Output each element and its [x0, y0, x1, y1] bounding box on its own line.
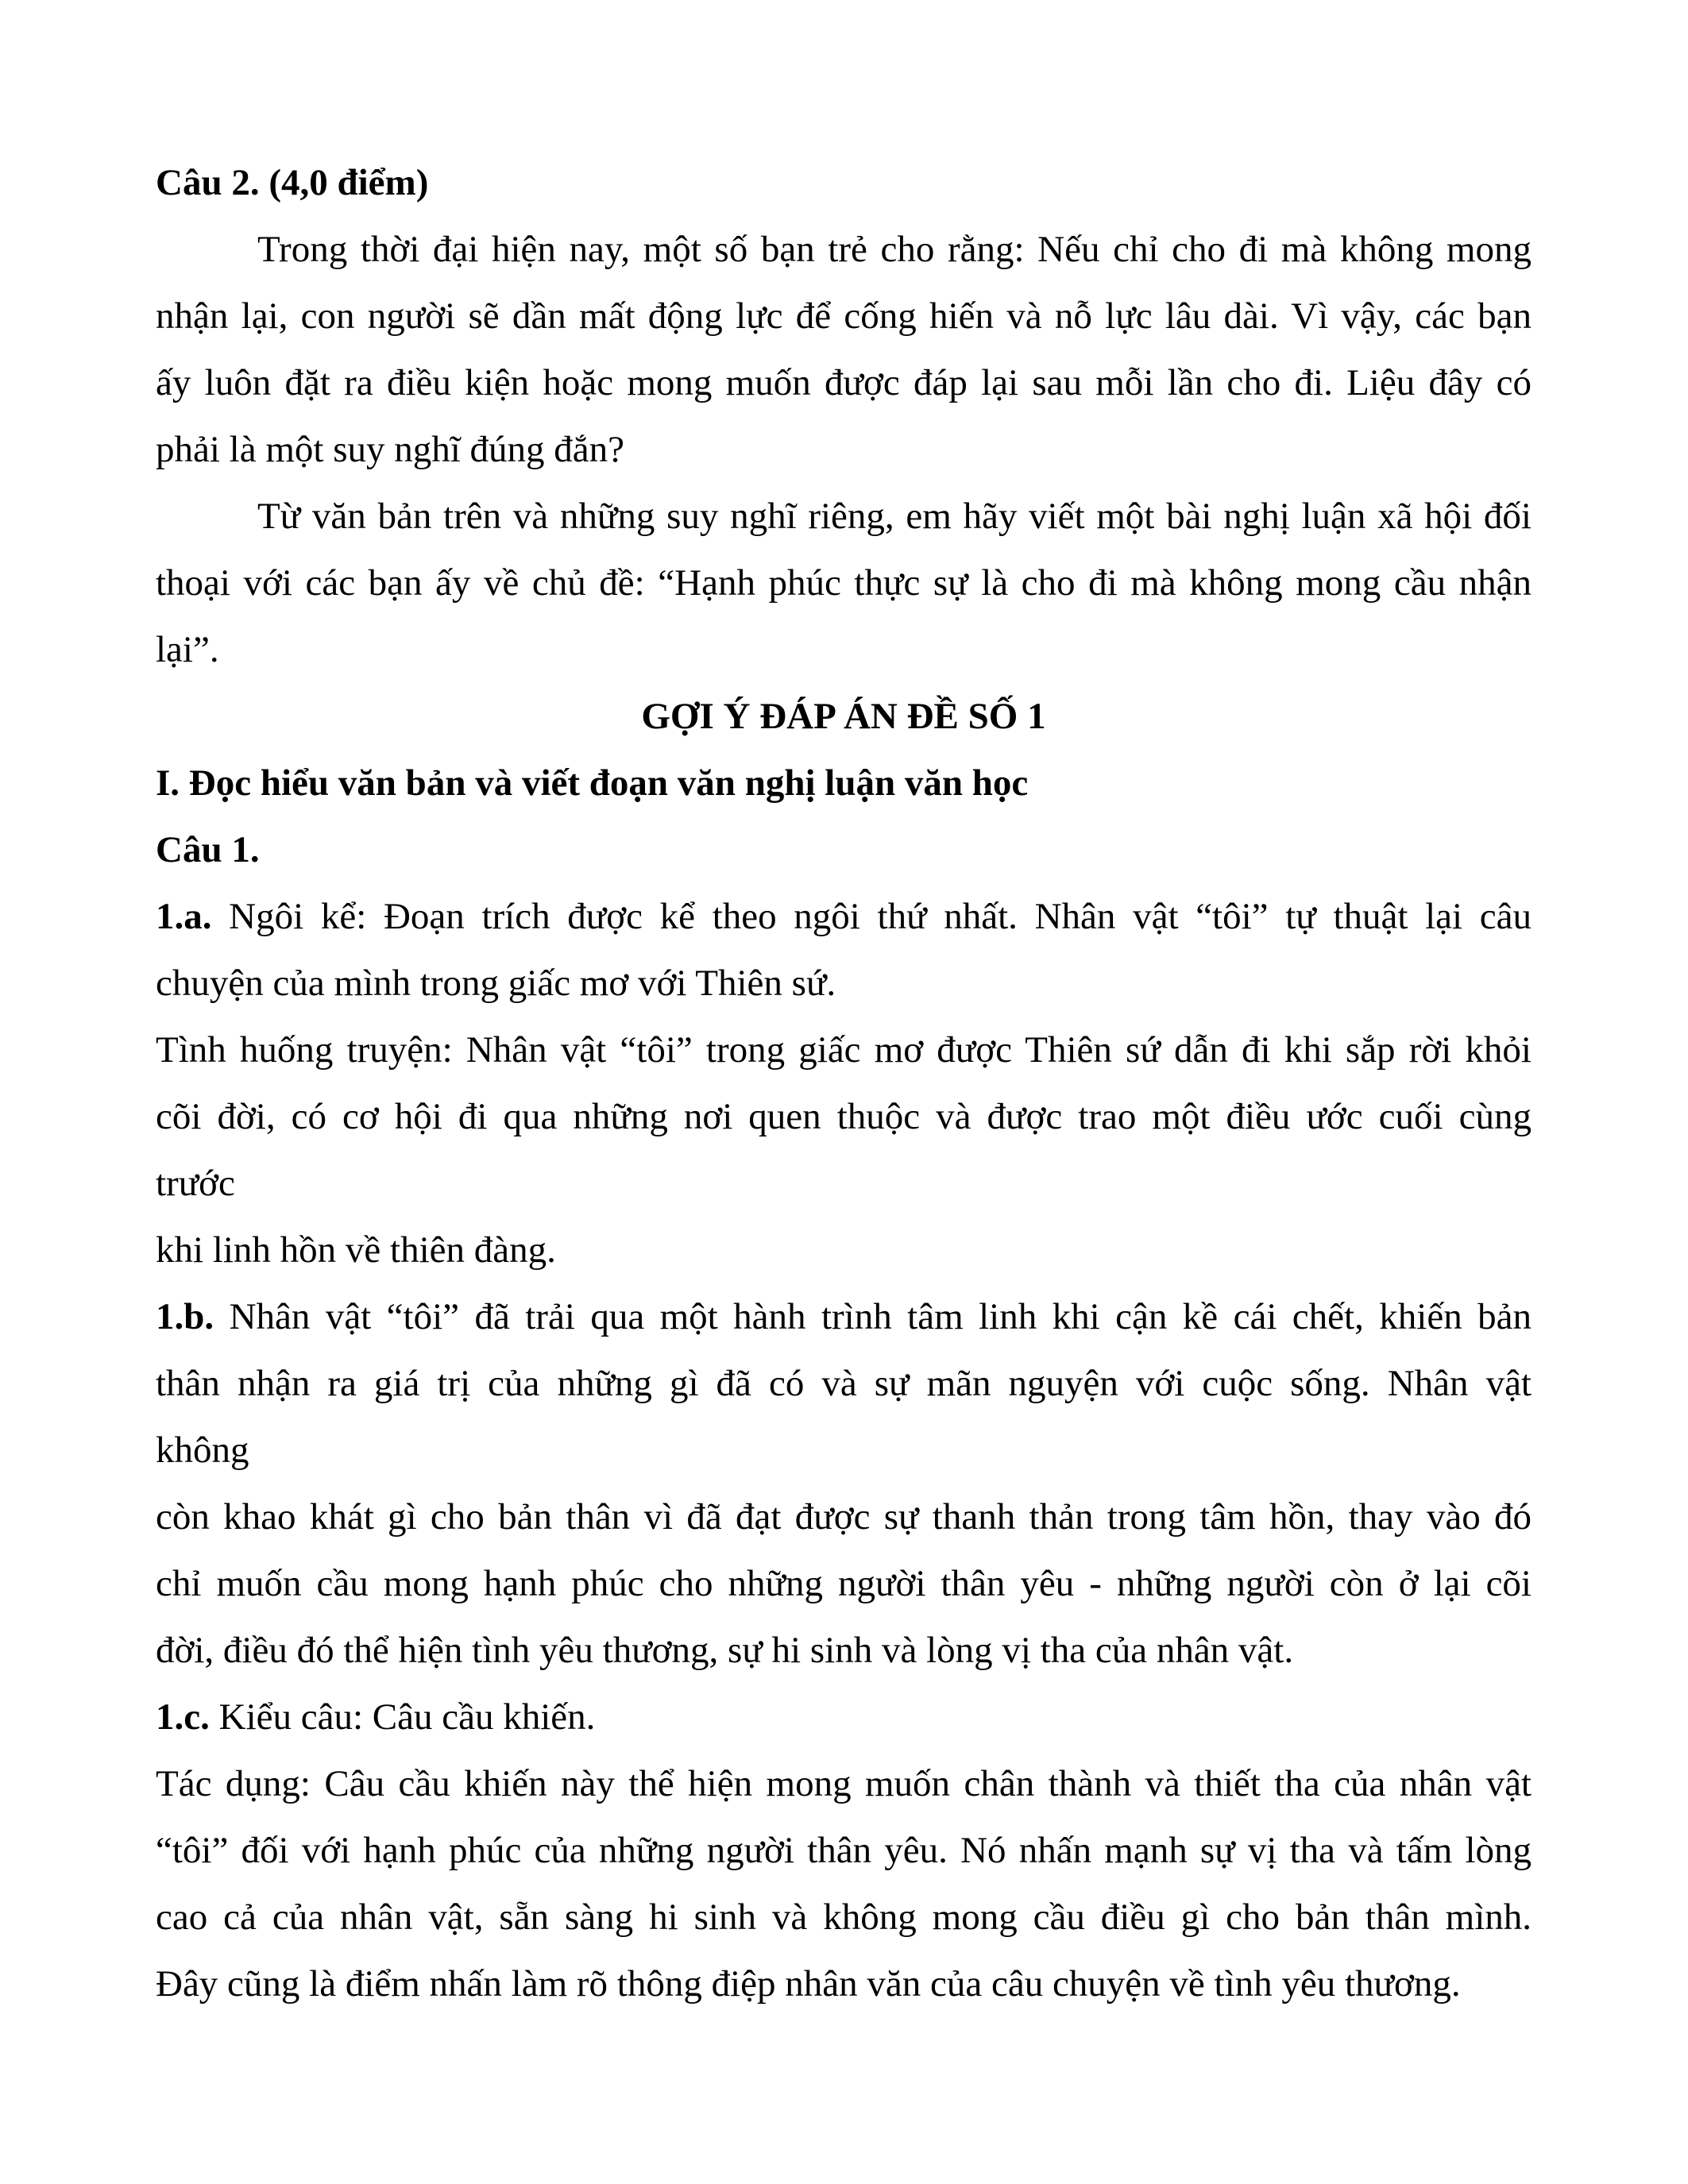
- tinh-huong-line: cõi đời, có cơ hội đi qua những nơi quen thuộc và được trao một điều ước cuối cùng: [156, 1096, 1532, 1137]
- tac-dung-line: Tác dụng: Câu cầu khiến này thể hiện mong muốn chân thành và thiết tha của nhân vật: [156, 1763, 1532, 1804]
- answer-1b-line: còn khao khát gì cho bản thân vì đã đạt được sự thanh thản trong tâm hồn, thay vào đó: [156, 1496, 1532, 1538]
- answer-1b-line: không: [156, 1430, 249, 1471]
- tinh-huong-line: khi linh hồn về thiên đàng.: [156, 1229, 556, 1271]
- question-2-paragraph-2-line: thoại với các bạn ấy về chủ đề: “Hạnh phúc thực sự là cho đi mà không mong cầu nhận: [156, 562, 1532, 604]
- tac-dung-line: Đây cũng là điểm nhấn làm rõ thông điệp nhân văn của câu chuyện về tình yêu thương.: [156, 1963, 1461, 2005]
- answer-1b-label: 1.b.: [156, 1296, 214, 1337]
- cau-1-heading: Câu 1.: [156, 829, 260, 870]
- question-2-paragraph-2-line: Từ văn bản trên và những suy nghĩ riêng, em hãy viết một bài nghị luận xã hội đối: [257, 496, 1532, 537]
- question-2-heading: Câu 2. (4,0 điểm): [156, 162, 429, 203]
- answer-1a-label: 1.a.: [156, 896, 212, 937]
- tac-dung-line: cao cả của nhân vật, sẵn sàng hi sinh và không mong cầu điều gì cho bản thân mình.: [156, 1897, 1532, 1938]
- answer-1c-text: Kiểu câu: Câu cầu khiến.: [209, 1696, 596, 1738]
- question-2-paragraph-1-line: nhận lại, con người sẽ dần mất động lực để cống hiến và nỗ lực lâu dài. Vì vậy, các bạn: [156, 295, 1532, 337]
- answer-1c-line: [156, 1684, 1532, 1750]
- answer-1b-text: Nhân vật “tôi” đã trải qua một hành trình tâm linh khi cận kề cái chết, khiến bản: [214, 1296, 1532, 1337]
- answer-1b-line: thân nhận ra giá trị của những gì đã có và sự mãn nguyện với cuộc sống. Nhân vật: [156, 1363, 1532, 1404]
- answer-1b-line: chỉ muốn cầu mong hạnh phúc cho những người thân yêu - những người còn ở lại cõi: [156, 1563, 1532, 1604]
- tac-dung-line: “tôi” đối với hạnh phúc của những người thân yêu. Nó nhấn mạnh sự vị tha và tấm lòng: [156, 1830, 1532, 1871]
- section-1-heading: I. Đọc hiểu văn bản và viết đoạn văn nghị luận văn học: [156, 762, 1029, 804]
- answer-1b-line: [156, 1283, 1532, 1350]
- document-page: [156, 149, 1532, 2017]
- question-2-paragraph-1-line: ấy luôn đặt ra điều kiện hoặc mong muốn được đáp lại sau mỗi lần cho đi. Liệu đây có: [156, 362, 1532, 403]
- answer-1a-text: Ngôi kể: Đoạn trích được kể theo ngôi thứ nhất. Nhân vật “tôi” tự thuật lại câu: [211, 896, 1532, 937]
- question-2-paragraph-1-line: phải là một suy nghĩ đúng đắn?: [156, 429, 625, 470]
- answer-1c-label: 1.c.: [156, 1696, 210, 1738]
- question-2-paragraph-2-line: lại”.: [156, 629, 219, 670]
- tinh-huong-line: trước: [156, 1163, 235, 1204]
- answer-1a-line: chuyện của mình trong giấc mơ với Thiên sứ.: [156, 963, 836, 1004]
- tinh-huong-line: Tình huống truyện: Nhân vật “tôi” trong giấc mơ được Thiên sứ dẫn đi khi sắp rời khỏi: [156, 1029, 1532, 1071]
- question-2-paragraph-1-line: Trong thời đại hiện nay, một số bạn trẻ cho rằng: Nếu chỉ cho đi mà không mong: [257, 229, 1532, 270]
- answer-1a-line: [156, 883, 1532, 950]
- answer-1b-line: đời, điều đó thể hiện tình yêu thương, sự hi sinh và lòng vị tha của nhân vật.: [156, 1630, 1294, 1671]
- answer-title: GỢI Ý ĐÁP ÁN ĐỀ SỐ 1: [641, 696, 1046, 737]
